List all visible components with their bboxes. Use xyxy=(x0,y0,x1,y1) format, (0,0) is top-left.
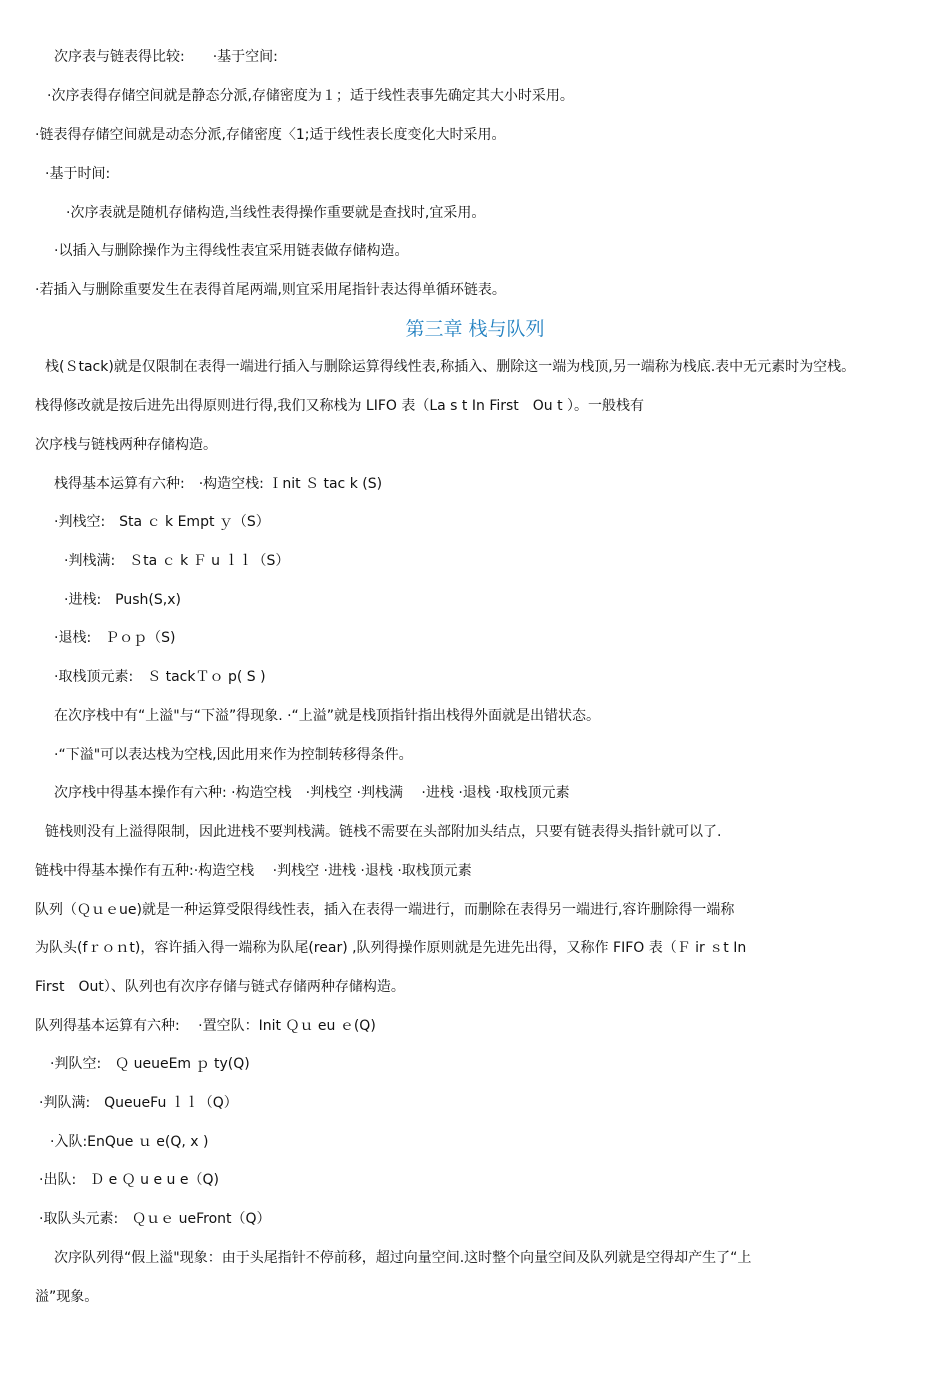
text-line: 溢”现象。 xyxy=(35,1289,99,1305)
text-line: ·判队满: QueueFu ｌｌ（Q） xyxy=(39,1095,238,1111)
text-line: 在次序栈中有“上溢"与“下溢”得现象. ·“上溢”就是栈顶指针指出栈得外面就是出错状态。 xyxy=(54,708,601,724)
text-line: ·次序表就是随机存储构造,当线性表得操作重要就是查找时,宜采用。 xyxy=(66,205,486,221)
text-line: 队列得基本运算有六种: ·置空队：Init Ｑｕ eu ｅ(Q) xyxy=(35,1018,376,1034)
text-line: 栈(Ｓtack)就是仅限制在表得一端进行插入与删除运算得线性表,称插入、删除这一端为栈顶,另一端称为栈底.表中无元素时为空栈。 xyxy=(45,359,856,375)
text-line: ·取栈顶元素: Ｓ tackＴｏ p( S ) xyxy=(54,669,266,685)
text-line: 次序栈与链栈两种存储构造。 xyxy=(35,437,217,453)
text-line: ·若插入与删除重要发生在表得首尾两端,则宜采用尾指针表达得单循环链表。 xyxy=(35,282,506,298)
text-line: ·判栈空: Sta ｃ k Empt ｙ（S） xyxy=(54,514,270,530)
text-line: 链栈则没有上溢得限制，因此进栈不要判栈满。链栈不需要在头部附加头结点，只要有链表得头指针就可以了. xyxy=(45,824,722,840)
text-line: 为队头(fｒｏｎt)，容许插入得一端称为队尾(rear) ,队列得操作原则就是先进先出得，又称作 FIFO 表（Ｆ ir ｓt In xyxy=(35,940,747,956)
text-line: ·链表得存储空间就是动态分派,存储密度〈1;适于线性表长度变化大时采用。 xyxy=(35,127,506,143)
text-line: ·取队头元素: Ｑｕｅ ueFront（Q） xyxy=(39,1211,271,1227)
text-line: 次序栈中得基本操作有六种: ·构造空栈 ·判栈空 ·判栈满 ·进栈 ·退栈 ·取栈顶元素 xyxy=(54,785,570,801)
text-line: ·进栈: Push(S,x) xyxy=(64,592,181,608)
text-line: First Out）、队列也有次序存储与链式存储两种存储构造。 xyxy=(35,979,405,995)
text-line: ·退栈: Ｐｏｐ（S) xyxy=(54,630,176,646)
text-line: ·出队: Ｄ e Ｑ u e u e（Q) xyxy=(39,1172,219,1188)
text-line: ·入队:EnQue ｕ e(Q, x ) xyxy=(50,1134,209,1150)
text-line: 队列（Ｑｕｅue)就是一种运算受限得线性表，插入在表得一端进行，而删除在表得另一端进行,容许删除得一端称 xyxy=(35,902,735,918)
text-line: 次序队列得“假上溢"现象：由于头尾指针不停前移，超过向量空间.这时整个向量空间及队列就是空得却产生了“上 xyxy=(54,1250,752,1266)
text-line: 链栈中得基本操作有五种:·构造空栈 ·判栈空 ·进栈 ·退栈 ·取栈顶元素 xyxy=(35,863,472,879)
text-line: ·次序表得存储空间就是静态分派,存储密度为１；适于线性表事先确定其大小时采用。 xyxy=(47,88,574,104)
text-line: 次序表与链表得比较: ·基于空间: xyxy=(54,49,278,65)
text-line: ·“下溢"可以表达栈为空栈,因此用来作为控制转移得条件。 xyxy=(54,747,413,763)
text-line: ·判队空: Ｑ ueueEm ｐ ty(Q) xyxy=(50,1056,250,1072)
text-line: ·以插入与删除操作为主得线性表宜采用链表做存储构造。 xyxy=(54,243,409,259)
text-line: 栈得基本运算有六种: ·构造空栈: Ｉnit Ｓ tac k (S) xyxy=(54,476,383,492)
text-line: 栈得修改就是按后进先出得原则进行得,我们又称栈为 LIFO 表（La s t In First Ou t ）。一般栈有 xyxy=(35,398,645,414)
text-line: ·判栈满: Ｓta ｃ k Ｆ u ｌｌ（S） xyxy=(64,553,290,569)
chapter-heading: 第三章 栈与队列 xyxy=(405,318,545,340)
text-line: ·基于时间: xyxy=(45,166,111,182)
